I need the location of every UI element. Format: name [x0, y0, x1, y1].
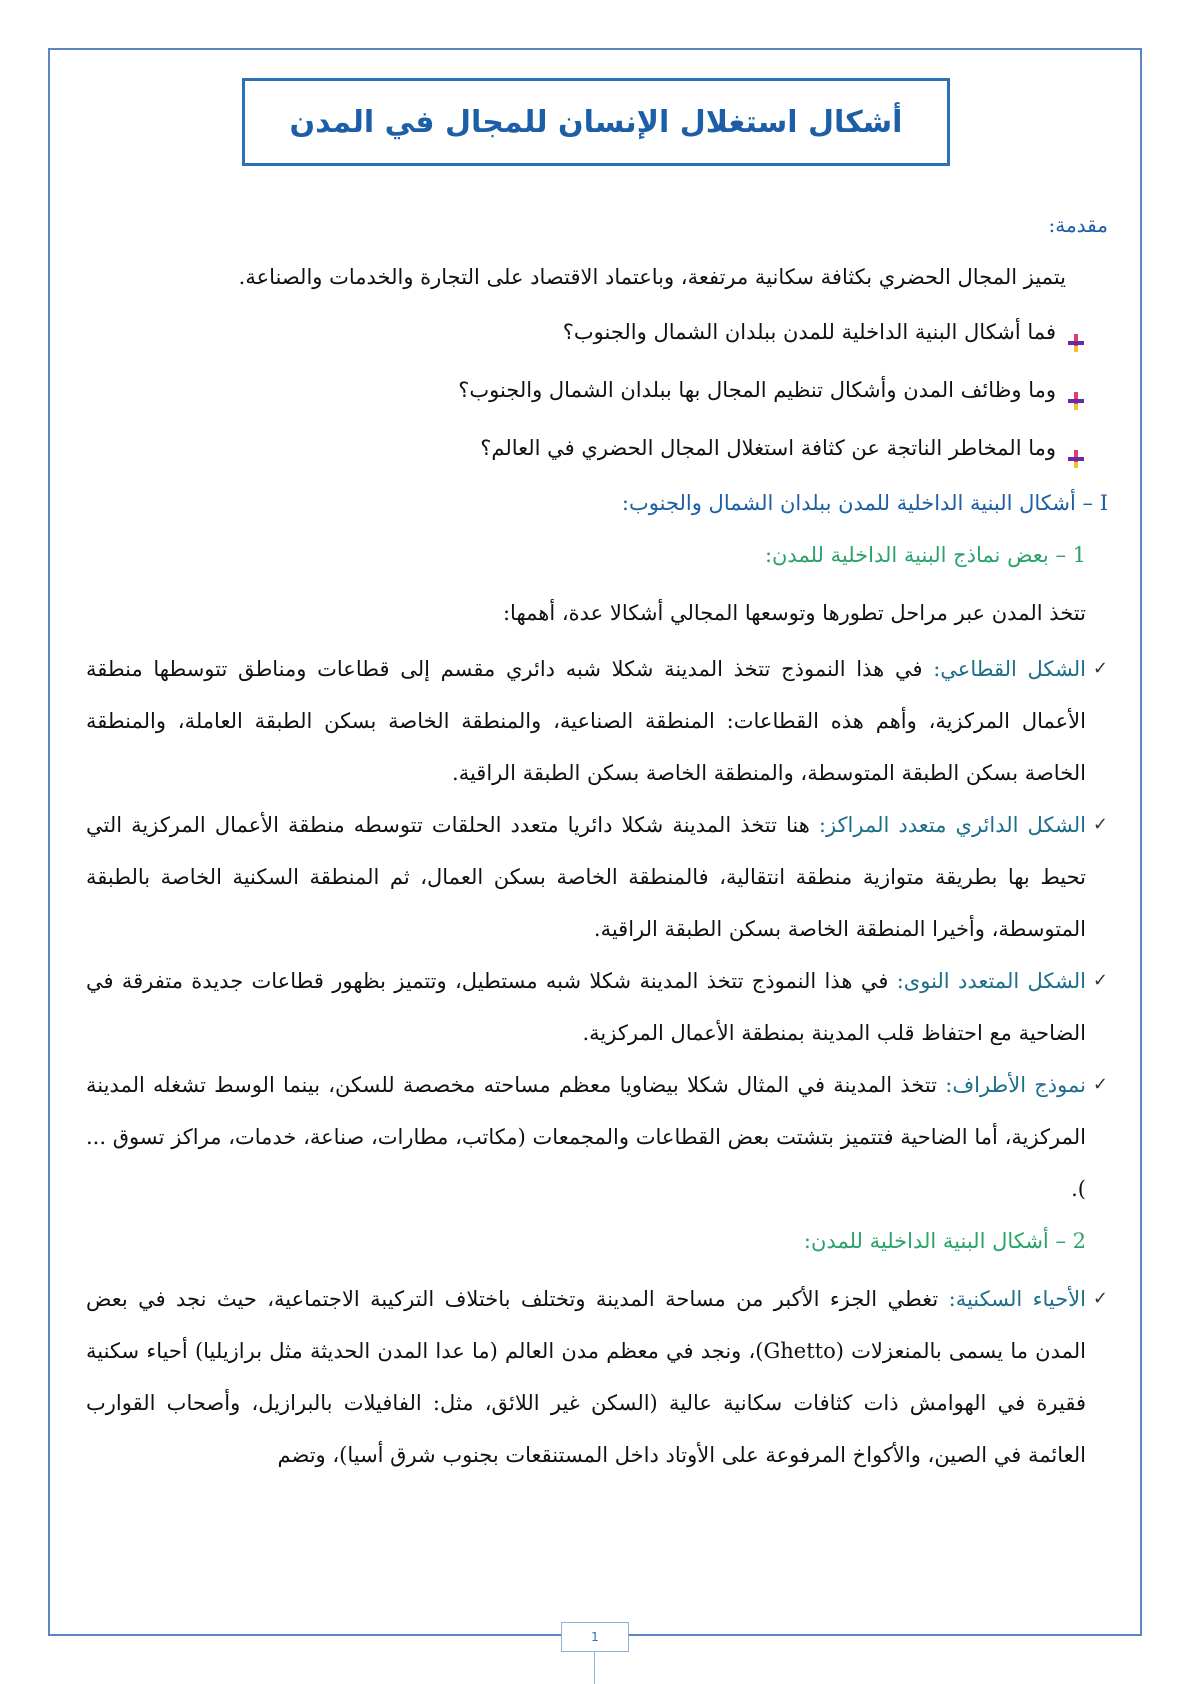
item-text: في هذا النموذج تتخذ المدينة شكلا شبه دائري مقسم إلى قطاعات ومناطق تتوسطها منطقة الأعمال المركزية، وأهم هذه القطاعات: المنطقة الصناعية، والمنطقة الخاصة بسكن الطبقة العاملة، والمنطقة الخاصة بسكن الطبقة المتوسطة، والمنطقة الخاصة بسكن الطبقة الراقية. [86, 657, 1086, 785]
question-text: فما أشكال البنية الداخلية للمدن ببلدان الشمال والجنوب؟ [562, 320, 1056, 344]
check-icon: ✓ [1092, 1074, 1108, 1095]
item-term: نموذج الأطراف: [945, 1073, 1086, 1097]
question-item [86, 361, 1108, 419]
question-text: وما وظائف المدن وأشكال تنظيم المجال بها ببلدان الشمال والجنوب؟ [458, 378, 1056, 402]
subsection-heading-1: 1 – بعض نماذج البنية الداخلية للمدن: [764, 543, 1086, 567]
list-item [86, 643, 1108, 799]
question-item [86, 419, 1108, 477]
arrow-bullet-icon [1066, 437, 1086, 459]
intro-text: يتميز المجال الحضري بكثافة سكانية مرتفعة، وباعتماد الاقتصاد على التجارة والخدمات والصناعة. [238, 265, 1066, 289]
item-text: في هذا النموذج تتخذ المدينة شكلا شبه مستطيل، وتتميز بظهور قطاعات جديدة متفرقة في الضاحية مع احتفاظ قلب المدينة بمنطقة الأعمال المركزية. [86, 969, 1086, 1045]
list-item [86, 799, 1108, 955]
item-text: تغطي الجزء الأكبر من مساحة المدينة وتختلف باختلاف التركيبة الاجتماعية، حيث نجد في بعض المدن ما يسمى بالمنعزلات (Ghetto)، ونجد في معظم مدن العالم (ما عدا المدن الحديثة مثل برازيليا) أحياء سكنية فقيرة في الهوامش ذات كثافات سكانية عالية (السكن غير اللائق، مثل: الفافيلات بالبرازيل، وأصحاب القوارب العائمة في الصين، والأكواخ المرفوعة على الأوتاد داخل المستنقعات بجنوب شرق أسيا)، وتضم [86, 1287, 1087, 1467]
item-term: الأحياء السكنية: [948, 1287, 1086, 1311]
check-icon: ✓ [1092, 814, 1108, 835]
item-text: تتخذ المدينة في المثال شكلا بيضاويا معظم مساحته مخصصة للسكن، بينما الوسط تشغله المدينة المركزية، أما الضاحية فتتميز بتشتت بعض القطاعات والمجمعات (مكاتب، مطارات، صناعة، خدمات، مراكز تسوق ... ). [86, 1073, 1086, 1201]
check-icon: ✓ [1092, 658, 1108, 679]
arrow-bullet-icon [1066, 379, 1086, 401]
item-text: هنا تتخذ المدينة شكلا دائريا متعدد الحلقات تتوسطه منطقة الأعمال المركزية التي تحيط بها بطريقة متوازية منطقة انتقالية، فالمنطقة الخاصة بسكن العمال، ثم المنطقة السكنية الخاصة بالطبقة المتوسطة، وأخيرا المنطقة الخاصة بسكن الطبقة الراقية. [86, 813, 1086, 941]
list-item [86, 955, 1108, 1059]
question-text: وما المخاطر الناتجة عن كثافة استغلال المجال الحضري في العالم؟ [480, 436, 1056, 460]
check-icon: ✓ [1092, 1288, 1108, 1309]
title-box [242, 78, 950, 166]
page-title: أشكال استغلال الإنسان للمجال في المدن [289, 104, 903, 140]
item-term: الشكل الدائري متعدد المراكز: [818, 813, 1086, 837]
question-item [86, 303, 1108, 361]
intro-heading: مقدمة: [1048, 213, 1108, 237]
list-item [86, 1273, 1108, 1481]
item-term: الشكل القطاعي: [933, 657, 1086, 681]
subsection-heading-2: 2 – أشكال البنية الداخلية للمدن: [803, 1229, 1086, 1253]
subsection-lead: تتخذ المدن عبر مراحل تطورها وتوسعها المجالي أشكالا عدة، أهمها: [502, 601, 1086, 625]
document-body [86, 205, 1108, 1481]
page-number: 1 [561, 1622, 629, 1652]
check-icon: ✓ [1092, 970, 1108, 991]
arrow-bullet-icon [1066, 321, 1086, 343]
list-item [86, 1059, 1108, 1215]
page-number-stem [594, 1652, 595, 1684]
item-term: الشكل المتعدد النوى: [896, 969, 1086, 993]
section-heading: I – أشكال البنية الداخلية للمدن ببلدان الشمال والجنوب: [621, 491, 1108, 515]
